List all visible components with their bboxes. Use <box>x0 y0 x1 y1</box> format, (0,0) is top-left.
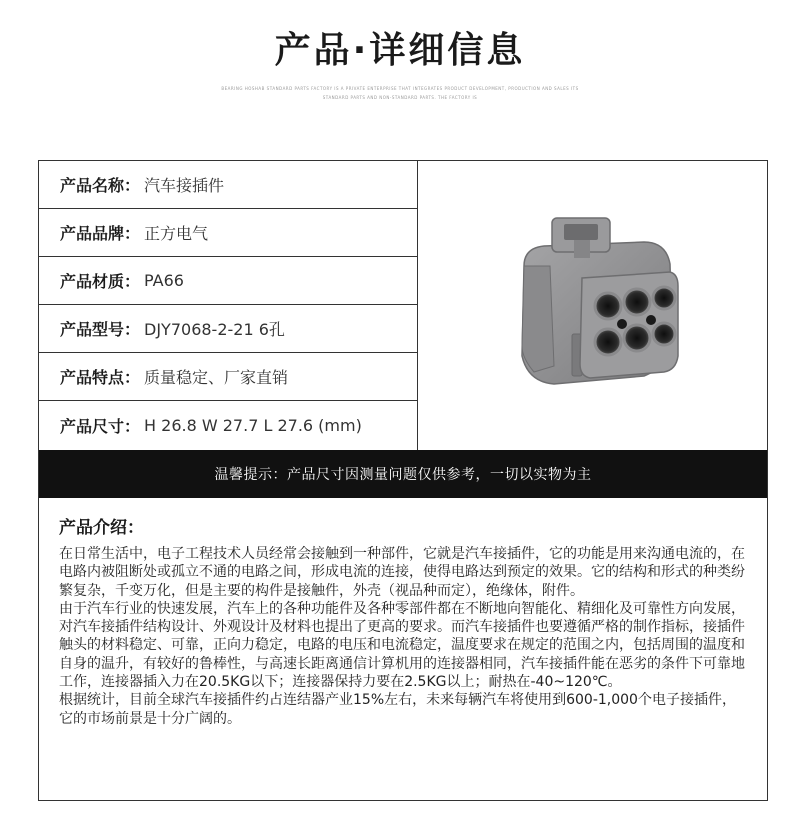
connector-image <box>494 206 694 406</box>
intro-body <box>59 545 749 728</box>
header-subline-1: BEARING HOSHAB STANDARD PARTS FACTORY IS A PRIVATE ENTERPRISE THAT INTEGRATES PRODUCT DEVELOPMENT, PRODUCTION AND SALES ITS <box>221 86 579 91</box>
spec-row-material <box>39 257 417 305</box>
intro-paragraph: 根据统计，目前全球汽车接插件约占连结器产业15%左右，未来每辆汽车将使用到600-1,000个电子接插件，它的市场前景是十分广阔的。 <box>59 692 736 727</box>
product-intro <box>59 513 749 728</box>
spec-label: 产品品牌： <box>60 224 141 243</box>
intro-paragraph: 在日常生活中，电子工程技术人员经常会接触到一种部件，它就是汽车接插件，它的功能是用来沟通电流的，在电路内被阻断处或孤立不通的电路之间，形成电流的连接，使得电路达到预定的效果。它的结构和形式的种类纷繁复杂，千变万化，但是主要的构件是接触件，外壳（视品种而定），绝缘体，附件。 <box>59 546 745 599</box>
intro-title: 产品介绍： <box>59 518 144 538</box>
spec-label: 产品名称： <box>60 176 141 195</box>
product-detail-frame <box>38 160 768 801</box>
spec-row-brand <box>39 209 417 257</box>
header-subline-2: STANDARD PARTS AND NON-STANDARD PARTS. THE FACTORY IS <box>322 95 478 100</box>
page-header <box>0 0 800 110</box>
spec-value: H 26.8 W 27.7 L 27.6 (mm) <box>144 416 362 435</box>
product-photo <box>419 161 769 450</box>
spec-label: 产品材质： <box>60 272 141 291</box>
spec-value: 质量稳定、厂家直销 <box>144 368 289 387</box>
spec-row-model <box>39 305 417 353</box>
intro-paragraph: 由于汽车行业的快速发展，汽车上的各种功能件及各种零部件都在不断地向智能化、精细化及可靠性方向发展，对汽车接插件结构设计、外观设计及材料也提出了更高的要求。而汽车接插件也要遵循严格的制作指标，接插件触头的材料稳定、可靠，正向力稳定，电路的电压和电流稳定，温度要求在规定的范围之内，包括周围的温度和自身的温升，有较好的鲁棒性，与高速长距离通信计算机用的连接器相同，汽车接插件能在恶劣的条件下可靠地工作，连接器插入力在20.5KG以下；连接器保持力要在2.5KG以上；耐热在-40~120℃。 <box>59 600 745 691</box>
spec-value: 汽车接插件 <box>144 176 225 195</box>
spec-label: 产品型号： <box>60 320 141 339</box>
spec-label: 产品尺寸： <box>60 417 141 436</box>
spec-row-features <box>39 353 417 401</box>
spec-table <box>39 161 418 450</box>
notice-bar: 温馨提示：产品尺寸因测量问题仅供参考，一切以实物为主 <box>39 450 767 498</box>
spec-value: PA66 <box>144 271 184 290</box>
spec-row-size <box>39 401 417 450</box>
spec-label: 产品特点： <box>60 368 141 387</box>
page-title: 产品·详细信息 <box>274 30 526 71</box>
spec-value: 正方电气 <box>144 224 209 243</box>
spec-value: DJY7068-2-21 6孔 <box>144 320 285 339</box>
spec-row-name <box>39 161 417 209</box>
